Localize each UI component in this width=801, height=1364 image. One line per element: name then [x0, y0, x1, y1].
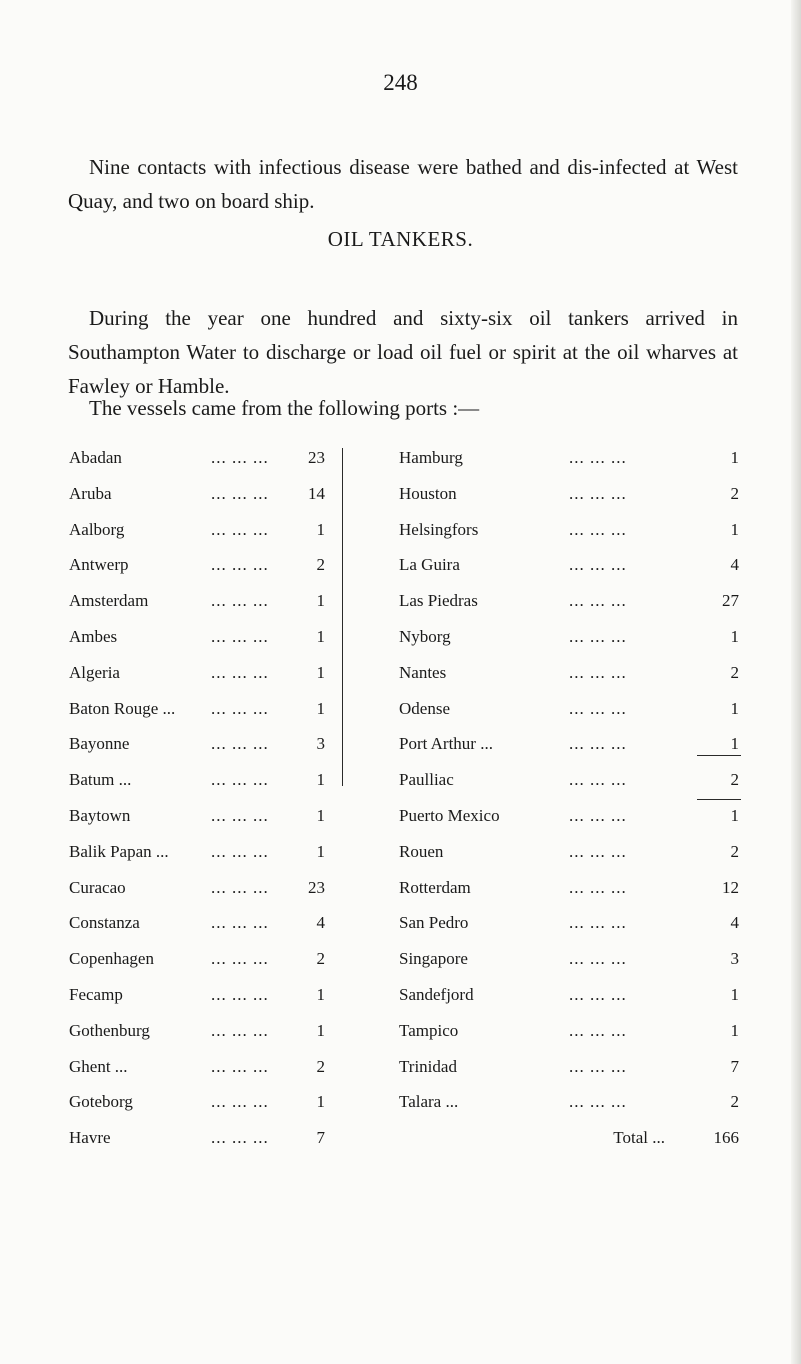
port-row: [69, 699, 325, 735]
port-row: [69, 842, 325, 878]
port-count: 2: [730, 483, 739, 503]
port-name: Trinidad: [399, 1056, 457, 1076]
port-count: 4: [316, 913, 325, 933]
port-count: 1: [316, 1020, 325, 1040]
port-name: Puerto Mexico: [399, 805, 500, 825]
port-name: San Pedro: [399, 913, 469, 933]
leader-dots: ... ... ...: [569, 519, 627, 539]
port-count: 1: [316, 984, 325, 1004]
leader-dots: ... ... ...: [569, 555, 627, 575]
port-count: 1: [730, 984, 739, 1004]
port-name: Houston: [399, 483, 457, 503]
port-count: 1: [730, 698, 739, 718]
port-row: [69, 1128, 325, 1164]
leader-dots: ... ... ...: [569, 626, 627, 646]
leader-dots: ... ... ...: [569, 770, 627, 790]
port-name: Fecamp: [69, 984, 123, 1004]
port-row: [399, 591, 739, 627]
total-row: [399, 1128, 739, 1164]
port-row: [399, 663, 739, 699]
port-count: 1: [730, 734, 739, 754]
port-row: [399, 1057, 739, 1093]
port-row: [69, 663, 325, 699]
leader-dots: ... ... ...: [569, 1056, 627, 1076]
leader-dots: ... ... ...: [211, 1020, 269, 1040]
port-row: [399, 949, 739, 985]
leader-dots: ... ... ...: [211, 555, 269, 575]
port-count: 1: [316, 1092, 325, 1112]
port-count: 7: [730, 1056, 739, 1076]
port-count: 1: [316, 626, 325, 646]
page-number: 248: [383, 70, 418, 95]
total-rule-bottom: [697, 799, 741, 800]
port-count: 1: [730, 1020, 739, 1040]
port-name: Sandefjord: [399, 984, 474, 1004]
port-row: [399, 484, 739, 520]
ports-intro: The vessels came from the following ports :—: [89, 396, 480, 420]
port-row: [399, 770, 739, 806]
ports-list-left: [69, 448, 325, 1164]
port-count: 12: [722, 877, 739, 897]
port-name: Odense: [399, 698, 450, 718]
port-count: 1: [316, 591, 325, 611]
total-count: 166: [713, 1128, 739, 1148]
port-name: Copenhagen: [69, 949, 154, 969]
port-name: Constanza: [69, 913, 140, 933]
port-name: Port Arthur ...: [399, 734, 493, 754]
port-count: 1: [316, 698, 325, 718]
port-count: 2: [730, 662, 739, 682]
leader-dots: ... ... ...: [569, 877, 627, 897]
port-row: [69, 734, 325, 770]
leader-dots: ... ... ...: [569, 591, 627, 611]
leader-dots: ... ... ...: [569, 949, 627, 969]
total-label: Total ...: [613, 1128, 665, 1148]
port-row: [69, 1057, 325, 1093]
port-row: [399, 699, 739, 735]
port-name: Baton Rouge ...: [69, 698, 176, 718]
port-count: 7: [316, 1128, 325, 1148]
section-heading: OIL TANKERS.: [327, 227, 474, 251]
leader-dots: ... ... ...: [211, 770, 269, 790]
port-row: [69, 770, 325, 806]
port-name: Tampico: [399, 1020, 459, 1040]
port-name: Bayonne: [69, 734, 130, 754]
port-name: La Guira: [399, 555, 460, 575]
port-row: [69, 1021, 325, 1057]
port-count: 1: [316, 519, 325, 539]
port-count: 2: [316, 1056, 325, 1076]
port-row: [399, 878, 739, 914]
leader-dots: ... ... ...: [211, 448, 269, 467]
leader-dots: ... ... ...: [211, 698, 269, 718]
port-count: 3: [316, 734, 325, 754]
leader-dots: ... ... ...: [569, 1020, 627, 1040]
port-name: Talara ...: [399, 1092, 459, 1112]
leader-dots: ... ... ...: [211, 805, 269, 825]
ports-list-right: [399, 448, 739, 1164]
port-name: Goteborg: [69, 1092, 133, 1112]
leader-dots: ... ... ...: [211, 913, 269, 933]
leader-dots: ... ... ...: [211, 949, 269, 969]
leader-dots: ... ... ...: [569, 984, 627, 1004]
leader-dots: ... ... ...: [211, 984, 269, 1004]
port-name: Nyborg: [399, 626, 451, 646]
port-row: [399, 985, 739, 1021]
port-row: [69, 806, 325, 842]
port-name: Ambes: [69, 626, 118, 646]
port-row: [69, 949, 325, 985]
port-count: 4: [730, 913, 739, 933]
port-count: 4: [730, 555, 739, 575]
port-count: 23: [308, 877, 325, 897]
port-name: Gothenburg: [69, 1020, 150, 1040]
port-name: Abadan: [69, 448, 122, 467]
port-name: Curacao: [69, 877, 126, 897]
port-row: [399, 842, 739, 878]
column-divider: [342, 448, 343, 786]
leader-dots: ... ... ...: [569, 1092, 627, 1112]
port-count: 1: [730, 519, 739, 539]
port-name: Rotterdam: [399, 877, 471, 897]
port-name: Ghent ...: [69, 1056, 128, 1076]
leader-dots: ... ... ...: [569, 483, 627, 503]
leader-dots: ... ... ...: [569, 448, 627, 467]
port-row: [69, 520, 325, 556]
port-row: [399, 555, 739, 591]
port-name: Helsingfors: [399, 519, 479, 539]
port-count: 1: [316, 805, 325, 825]
port-row: [69, 1092, 325, 1128]
leader-dots: ... ... ...: [211, 591, 269, 611]
port-count: 1: [730, 805, 739, 825]
port-row: [399, 448, 739, 484]
port-name: Aalborg: [69, 519, 125, 539]
port-name: Nantes: [399, 662, 447, 682]
port-row: [399, 734, 739, 770]
leader-dots: ... ... ...: [211, 1128, 269, 1148]
leader-dots: ... ... ...: [569, 734, 627, 754]
port-count: 23: [308, 448, 325, 467]
port-name: Havre: [69, 1128, 111, 1148]
port-row: [399, 913, 739, 949]
port-name: Batum ...: [69, 770, 132, 790]
port-count: 1: [730, 448, 739, 467]
port-name: Amsterdam: [69, 591, 149, 611]
port-row: [69, 985, 325, 1021]
port-row: [399, 806, 739, 842]
paragraph-contacts: Nine contacts with infectious disease were bathed and dis-infected at West Quay, and two on board ship.: [68, 155, 738, 213]
port-name: Aruba: [69, 483, 112, 503]
port-name: Algeria: [69, 662, 120, 682]
port-count: 27: [722, 591, 739, 611]
port-row: [69, 555, 325, 591]
port-name: Baytown: [69, 805, 131, 825]
leader-dots: ... ... ...: [569, 698, 627, 718]
port-name: Balik Papan ...: [69, 841, 169, 861]
port-row: [399, 627, 739, 663]
port-count: 2: [316, 555, 325, 575]
port-row: [69, 448, 325, 484]
port-row: [69, 627, 325, 663]
leader-dots: ... ... ...: [211, 483, 269, 503]
port-row: [399, 1092, 739, 1128]
leader-dots: ... ... ...: [569, 805, 627, 825]
port-count: 2: [730, 841, 739, 861]
port-name: Paulliac: [399, 770, 454, 790]
port-count: 14: [308, 483, 325, 503]
leader-dots: ... ... ...: [211, 662, 269, 682]
port-name: Antwerp: [69, 555, 129, 575]
port-name: Las Piedras: [399, 591, 478, 611]
port-row: [69, 591, 325, 627]
leader-dots: ... ... ...: [569, 841, 627, 861]
port-name: Hamburg: [399, 448, 463, 467]
leader-dots: ... ... ...: [211, 877, 269, 897]
port-row: [69, 913, 325, 949]
port-count: 2: [730, 770, 739, 790]
port-name: Singapore: [399, 949, 468, 969]
port-count: 1: [316, 662, 325, 682]
leader-dots: ... ... ...: [211, 1056, 269, 1076]
total-rule-top: [697, 755, 741, 756]
leader-dots: ... ... ...: [211, 1092, 269, 1112]
leader-dots: ... ... ...: [569, 913, 627, 933]
leader-dots: ... ... ...: [569, 662, 627, 682]
port-count: 2: [316, 949, 325, 969]
port-row: [399, 1021, 739, 1057]
port-count: 3: [730, 949, 739, 969]
port-count: 2: [730, 1092, 739, 1112]
port-name: Rouen: [399, 841, 444, 861]
leader-dots: ... ... ...: [211, 626, 269, 646]
leader-dots: ... ... ...: [211, 734, 269, 754]
page-edge-shadow: [791, 0, 801, 1364]
port-row: [399, 520, 739, 556]
port-row: [69, 878, 325, 914]
leader-dots: ... ... ...: [211, 519, 269, 539]
port-count: 1: [730, 626, 739, 646]
port-count: 1: [316, 841, 325, 861]
leader-dots: ... ... ...: [211, 841, 269, 861]
port-count: 1: [316, 770, 325, 790]
paragraph-oil-tankers: During the year one hundred and sixty-six oil tankers arrived in Southampton Water to discharge or load oil fuel or spirit at the oil wharves at Fawley or Hamble.: [68, 306, 738, 398]
port-row: [69, 484, 325, 520]
